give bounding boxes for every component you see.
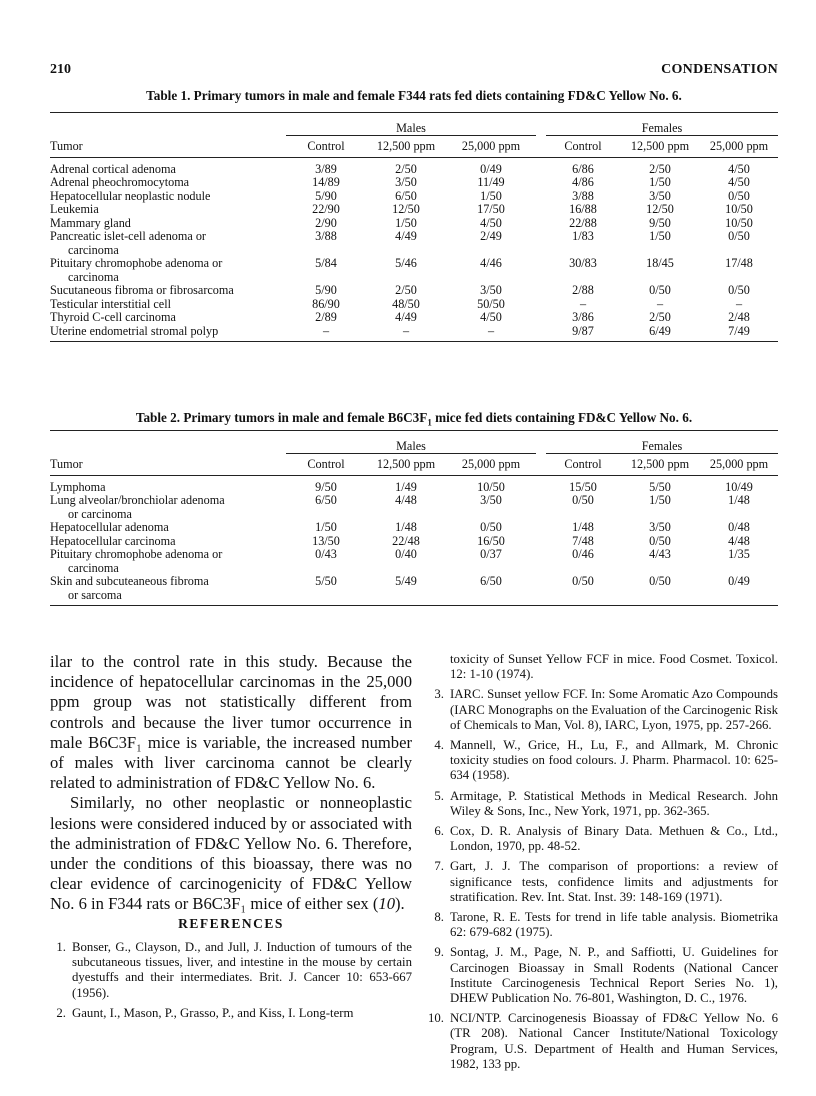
- column-gap: [536, 176, 546, 190]
- references-list-right: [428, 687, 778, 1072]
- incidence-cell: 0/50: [572, 493, 594, 507]
- table2-header-row: [50, 454, 778, 476]
- body-paragraph: [50, 793, 412, 914]
- incidence-cell: 6/50: [395, 188, 417, 203]
- incidence-cell: 0/50: [728, 229, 750, 243]
- incidence-cell: 3/50: [480, 283, 502, 297]
- incidence-cell: 0/46: [572, 547, 594, 561]
- incidence-cell: 7/48: [572, 533, 594, 548]
- incidence-cell: 1/48: [395, 520, 417, 534]
- page-header: [50, 62, 778, 80]
- table1-col-header: Control: [307, 139, 345, 153]
- reference-number: 10.: [428, 1011, 444, 1026]
- tumor-name-line: Lung alveolar/bronchiolar adenoma: [50, 493, 225, 507]
- tumor-name-line: Mammary gland: [50, 215, 131, 230]
- tumor-name: [50, 535, 286, 549]
- incidence-cell: 5/49: [366, 575, 446, 606]
- incidence-cell: 7/49: [700, 325, 778, 342]
- body-paragraph: ilar to the control rate in this study. Because the incidence of hepatocellular carcinomas in the 25,000 ppm group was not statistically different from controls and because the liver tumor occurrence in male B6C3F₁ mice is variable, the increased number of males with liver carcinoma cannot be clearly related to administration of FD&C Yellow No. 6.: [50, 652, 412, 793]
- incidence-cell: –: [656, 296, 664, 311]
- table2-col-header: 25,000 ppm: [709, 457, 769, 471]
- tumor-name: [50, 548, 286, 575]
- incidence-cell: 2/50: [649, 161, 671, 176]
- incidence-cell: 5/84: [315, 256, 337, 270]
- column-gap: [536, 494, 546, 521]
- incidence-cell: –: [286, 325, 366, 342]
- incidence-cell: 1/48: [728, 493, 750, 507]
- incidence-cell: 22/90: [312, 202, 340, 216]
- reference-number: 7.: [434, 859, 444, 874]
- reference-text: Cox, D. R. Analysis of Binary Data. Methuen & Co., Ltd., London, 1970, pp. 48-52.: [450, 824, 778, 854]
- incidence-cell: 6/49: [620, 325, 700, 342]
- tumor-name-line: Adrenal pheochromocytoma: [50, 175, 190, 189]
- reference-text: Mannell, W., Grice, H., Lu, F., and Allmark, M. Chronic toxicity studies on food colours. J. Pharm. Pharmacol. 10: 625-634 (1958).: [450, 738, 778, 783]
- incidence-cell: 1/48: [572, 520, 594, 534]
- table-row: [50, 257, 778, 284]
- column-gap: [536, 548, 546, 575]
- incidence-cell: 10/50: [725, 202, 753, 216]
- incidence-cell: 3/88: [315, 229, 337, 243]
- incidence-cell: 1/50: [395, 215, 417, 230]
- incidence-cell: 15/50: [569, 479, 597, 494]
- reference-item: [428, 1011, 778, 1072]
- tumor-name-line: carcinoma: [68, 242, 119, 257]
- table-row: [50, 176, 778, 190]
- reference-continuation: toxicity of Sunset Yellow FCF in mice. Food Cosmet. Toxicol. 12: 1-10 (1974).: [450, 652, 778, 682]
- incidence-cell: 3/88: [572, 188, 594, 203]
- incidence-cell: 0/50: [649, 283, 671, 297]
- reference-number: 8.: [434, 910, 444, 925]
- tumor-name-line: Skin and subcuteaneous fibroma: [50, 574, 209, 588]
- reference-number: 3.: [434, 687, 444, 702]
- references-list-left: [50, 940, 412, 1026]
- tumor-name: [50, 298, 286, 312]
- incidence-cell: 30/83: [569, 256, 597, 270]
- incidence-cell: 4/46: [480, 256, 502, 270]
- incidence-cell: 0/50: [620, 575, 700, 606]
- incidence-cell: 1/49: [395, 479, 417, 494]
- incidence-cell: 2/48: [728, 310, 750, 324]
- incidence-cell: 4/50: [480, 215, 502, 230]
- table-row: [50, 475, 778, 494]
- tumor-name-line: Pituitary chromophobe adenoma or: [50, 256, 223, 270]
- table-row: [50, 190, 778, 204]
- tumor-name-line: Thyroid C-cell carcinoma: [50, 310, 176, 324]
- incidence-cell: –: [446, 325, 536, 342]
- column-gap: [536, 190, 546, 204]
- incidence-cell: 5/50: [286, 575, 366, 606]
- tumor-name-line: Hepatocellular carcinoma: [50, 533, 176, 548]
- column-gap: [536, 203, 546, 217]
- table2-caption-text: Table 2. Primary tumors in male and female B6C3F: [135, 410, 428, 425]
- column-gap: [536, 284, 546, 298]
- incidence-cell: 11/49: [477, 175, 505, 189]
- incidence-cell: 2/89: [315, 310, 337, 324]
- column-gap: [536, 157, 546, 176]
- citation-ref: 10: [378, 894, 395, 914]
- table1-group-females: Females: [546, 119, 778, 136]
- body-paragraph-text: Similarly, no other neoplastic or nonneoplastic lesions were considered induced by or associated with the administration of FD&C Yellow No. 6. Therefore, under the conditions of this bioassay, there was no clear evidence of carcinogenicity of FD&C Yellow No. 6 in F344 rats or B6C3F₁ mice of either sex (: [50, 793, 412, 914]
- reference-number: 2.: [56, 1005, 66, 1020]
- column-gap: [536, 325, 546, 342]
- table2-group-females: Females: [546, 437, 778, 454]
- incidence-cell: 50/50: [477, 296, 505, 311]
- column-gap: [536, 311, 546, 325]
- table-row: [50, 521, 778, 535]
- running-head: CONDENSATION: [661, 62, 778, 77]
- table2-body: [50, 475, 778, 606]
- incidence-cell: 0/50: [480, 520, 502, 534]
- incidence-cell: 22/48: [392, 533, 420, 548]
- table1-caption: Table 1. Primary tumors in male and female F344 rats fed diets containing FD&C Yellow No. 6.: [146, 88, 682, 103]
- tumor-name: [50, 284, 286, 298]
- incidence-cell: 5/90: [315, 283, 337, 297]
- table-row: [50, 535, 778, 549]
- incidence-cell: 2/90: [315, 215, 337, 230]
- incidence-cell: 4/50: [480, 310, 502, 324]
- incidence-cell: 5/46: [395, 256, 417, 270]
- tumor-name-line: carcinoma: [68, 560, 119, 575]
- tumor-name: [50, 325, 286, 342]
- reference-text: Bonser, G., Clayson, D., and Jull, J. Induction of tumours of the subcutaneous tissues, liver, and intestine in the mouse by certain dyestuffs and their intermediates. Brit. J. Cancer 10: 653-667 (1956).: [72, 940, 412, 1000]
- column-gap: [536, 257, 546, 284]
- incidence-cell: 2/50: [395, 161, 417, 176]
- incidence-cell: –: [579, 296, 587, 311]
- table1-col-header: 25,000 ppm: [461, 139, 521, 153]
- incidence-cell: 1/35: [728, 547, 750, 561]
- table2-col-header: 25,000 ppm: [461, 457, 521, 471]
- incidence-cell: 17/50: [477, 202, 505, 216]
- table-row: [50, 325, 778, 342]
- reference-text: Armitage, P. Statistical Methods in Medical Research. John Wiley & Sons, Inc., New York, 1971, pp. 362-365.: [450, 788, 778, 818]
- reference-item: [428, 738, 778, 784]
- incidence-cell: 4/48: [728, 533, 750, 548]
- table2-col-header: Control: [307, 457, 345, 471]
- incidence-cell: 9/50: [315, 479, 337, 494]
- tumor-name-line: Adrenal cortical adenoma: [50, 161, 176, 176]
- tumor-name: [50, 257, 286, 284]
- tumor-name-line: Lymphoma: [50, 479, 106, 494]
- incidence-cell: 0/49: [700, 575, 778, 606]
- reference-text: NCI/NTP. Carcinogenesis Bioassay of FD&C Yellow No. 6 (TR 208). National Cancer Institute/National Toxicology Program, U.S. Department of Health and Human Services, 1982, 133 pp.: [450, 1011, 778, 1071]
- incidence-cell: 6/50: [446, 575, 536, 606]
- reference-item: [428, 910, 778, 940]
- incidence-cell: 4/43: [649, 547, 671, 561]
- reference-number: 6.: [434, 824, 444, 839]
- reference-item: [428, 687, 778, 733]
- incidence-cell: 1/50: [480, 188, 502, 203]
- reference-item: [428, 824, 778, 854]
- table-row: [50, 157, 778, 176]
- incidence-cell: 18/45: [646, 256, 674, 270]
- table1-col-header: Tumor: [50, 139, 83, 153]
- incidence-cell: 22/88: [569, 215, 597, 230]
- tumor-name: [50, 203, 286, 217]
- table1-col-header: Control: [564, 139, 602, 153]
- incidence-cell: 4/50: [728, 161, 750, 176]
- incidence-cell: 2/50: [395, 283, 417, 297]
- incidence-cell: 3/50: [395, 175, 417, 189]
- table2-col-header: Control: [564, 457, 602, 471]
- reference-text: Gart, J. J. The comparison of proportions: a review of significance tests, confidence limits and adjustments for stratification. Rev. Int. Stat. Inst. 39: 148-169 (1971).: [450, 859, 778, 904]
- table-row: [50, 575, 778, 606]
- table-row: [50, 494, 778, 521]
- tumor-name-line: or carcinoma: [68, 506, 132, 521]
- incidence-cell: 48/50: [392, 296, 420, 311]
- table2-group-males: Males: [286, 437, 536, 454]
- incidence-cell: –: [735, 296, 743, 311]
- tumor-name-line: Hepatocellular adenoma: [50, 520, 169, 534]
- page-number: 210: [50, 62, 71, 77]
- incidence-cell: 0/37: [480, 547, 502, 561]
- table1-header-row: [50, 136, 778, 158]
- incidence-cell: 3/86: [572, 310, 594, 324]
- reference-item: [428, 789, 778, 819]
- tumor-name: [50, 311, 286, 325]
- table2-caption: [50, 410, 778, 428]
- column-gap: [536, 230, 546, 257]
- incidence-cell: 1/50: [649, 493, 671, 507]
- column-gap: [536, 521, 546, 535]
- incidence-cell: 4/49: [395, 310, 417, 324]
- incidence-cell: 3/50: [649, 188, 671, 203]
- incidence-cell: 12/50: [392, 202, 420, 216]
- incidence-cell: 3/50: [480, 493, 502, 507]
- reference-text: Gaunt, I., Mason, P., Grasso, P., and Kiss, I. Long-term: [72, 1005, 354, 1020]
- tumor-name: [50, 494, 286, 521]
- tumor-name-line: Uterine endometrial stromal polyp: [50, 323, 219, 338]
- reference-text: Sontag, J. M., Page, N. P., and Saffiotti, U. Guidelines for Carcinogen Bioassay in Small Rodents (National Cancer Institute Carcinogenesis Technical Report Series No. 1), DHEW Publication No. 76-801, Washington, D. C., 1976.: [450, 945, 778, 1006]
- incidence-cell: 16/50: [477, 533, 505, 548]
- reference-item: [428, 945, 778, 1006]
- incidence-cell: 1/50: [649, 229, 671, 243]
- reference-item: [50, 940, 412, 1001]
- tumor-name-line: carcinoma: [68, 269, 119, 284]
- incidence-cell: 3/50: [649, 520, 671, 534]
- tumor-name-line: Sucutaneous fibroma or fibrosarcoma: [50, 283, 234, 297]
- column-gap: [536, 298, 546, 312]
- table-row: [50, 548, 778, 575]
- reference-text: Tarone, R. E. Tests for trend in life table analysis. Biometrika 62: 679-682 (1975).: [450, 910, 778, 940]
- tumor-name: [50, 230, 286, 257]
- body-text: [50, 652, 412, 915]
- reference-number: 5.: [434, 788, 444, 803]
- table2-col-header: 12,500 ppm: [376, 457, 436, 471]
- table2-head: [50, 431, 778, 476]
- incidence-cell: 0/40: [395, 547, 417, 561]
- incidence-cell: 10/50: [725, 215, 753, 230]
- incidence-cell: 4/50: [728, 175, 750, 189]
- table-row: [50, 284, 778, 298]
- table1-col-header: 25,000 ppm: [709, 139, 769, 153]
- tumor-name-line: or sarcoma: [68, 587, 122, 602]
- reference-item: [428, 859, 778, 905]
- incidence-cell: 10/50: [477, 479, 505, 494]
- incidence-cell: 0/43: [315, 547, 337, 561]
- table2-col-header: Tumor: [50, 457, 83, 471]
- tumor-name-line: Pancreatic islet-cell adenoma or: [50, 229, 206, 243]
- incidence-cell: 9/87: [546, 325, 620, 342]
- tumor-name: [50, 217, 286, 231]
- incidence-cell: 6/50: [315, 493, 337, 507]
- incidence-cell: 4/49: [395, 229, 417, 243]
- incidence-cell: 0/48: [728, 520, 750, 534]
- column-gap: [536, 575, 546, 606]
- table2: [50, 430, 778, 606]
- incidence-cell: 17/48: [725, 256, 753, 270]
- tumor-name-line: Pituitary chromophobe adenoma or: [50, 547, 223, 561]
- table1-col-header: 12,500 ppm: [630, 139, 690, 153]
- tumor-name-line: Hepatocellular neoplastic nodule: [50, 188, 211, 203]
- incidence-cell: 14/89: [312, 175, 340, 189]
- incidence-cell: 0/50: [728, 283, 750, 297]
- tumor-name-line: Testicular interstitial cell: [50, 296, 171, 311]
- table-row: [50, 217, 778, 231]
- table1-head: [50, 113, 778, 158]
- reference-number: 9.: [434, 945, 444, 960]
- incidence-cell: 12/50: [646, 202, 674, 216]
- tumor-name-line: Leukemia: [50, 202, 99, 216]
- table2-caption-text-end: mice fed diets containing FD&C Yellow No. 6.: [431, 410, 693, 425]
- incidence-cell: 86/90: [312, 296, 340, 311]
- column-gap: [536, 535, 546, 549]
- incidence-cell: 6/86: [572, 161, 594, 176]
- table1: [50, 112, 778, 342]
- table2-col-header: 12,500 ppm: [630, 457, 690, 471]
- incidence-cell: 0/50: [546, 575, 620, 606]
- incidence-cell: 0/49: [480, 161, 502, 176]
- column-gap: [536, 475, 546, 494]
- incidence-cell: 1/83: [572, 229, 594, 243]
- incidence-cell: 0/50: [728, 188, 750, 203]
- table-row: [50, 230, 778, 257]
- table-row: [50, 311, 778, 325]
- incidence-cell: 4/48: [395, 493, 417, 507]
- incidence-cell: 2/88: [572, 283, 594, 297]
- tumor-name: [50, 575, 286, 606]
- reference-text: IARC. Sunset yellow FCF. In: Some Aromatic Azo Compounds (IARC Monographs on the Evaluation of the Carcinogenic Risk of Chemicals to Man, Vol. 8), IARC, Lyon, 1975, pp. 257-266.: [450, 687, 778, 732]
- table-row: [50, 203, 778, 217]
- table1-col-header: 12,500 ppm: [376, 139, 436, 153]
- table-row: [50, 298, 778, 312]
- tumor-name: [50, 157, 286, 176]
- incidence-cell: –: [366, 325, 446, 342]
- table2-caption-subscript: 1: [427, 417, 432, 428]
- reference-item: [50, 1006, 412, 1021]
- incidence-cell: 2/49: [480, 229, 502, 243]
- incidence-cell: 13/50: [312, 533, 340, 548]
- incidence-cell: 4/86: [572, 175, 594, 189]
- body-paragraph-text-end: ).: [395, 894, 405, 914]
- incidence-cell: 10/49: [725, 479, 753, 494]
- reference-number: 1.: [56, 940, 66, 954]
- tumor-name: [50, 176, 286, 190]
- incidence-cell: 5/90: [315, 188, 337, 203]
- incidence-cell: 3/89: [315, 161, 337, 176]
- incidence-cell: 0/50: [649, 533, 671, 548]
- incidence-cell: 1/50: [649, 175, 671, 189]
- table1-body: [50, 157, 778, 342]
- incidence-cell: 16/88: [569, 202, 597, 216]
- reference-number: 4.: [434, 738, 444, 753]
- references-title: REFERENCES: [178, 916, 284, 931]
- tumor-name: [50, 190, 286, 204]
- tumor-name: [50, 521, 286, 535]
- incidence-cell: 1/50: [315, 520, 337, 534]
- incidence-cell: 2/50: [649, 310, 671, 324]
- tumor-name: [50, 475, 286, 494]
- incidence-cell: 9/50: [649, 215, 671, 230]
- table1-group-males: Males: [286, 119, 536, 136]
- column-gap: [536, 217, 546, 231]
- references-right-column: [428, 652, 778, 1077]
- incidence-cell: 5/50: [649, 479, 671, 494]
